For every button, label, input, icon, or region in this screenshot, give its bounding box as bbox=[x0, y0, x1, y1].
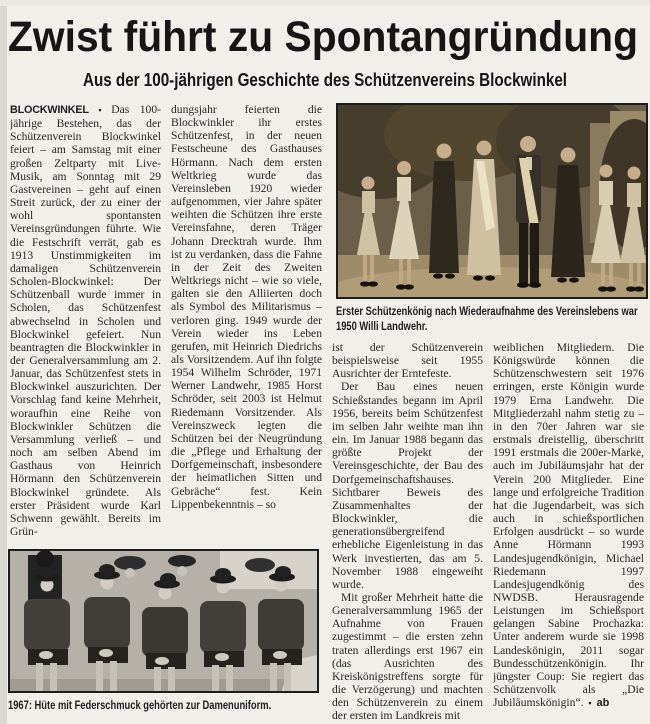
article-paragraph: ist der Schützenverein beispielsweise seit 1955 Ausrichter der Erntefeste. bbox=[332, 341, 483, 381]
article-paragraph: Der Bau eines neuen Schießstandes begann im April 1956, bereits beim Schützenfest im selben Jahr weihte man ihn ein. Im Januar 1988 begann das größte Projekt der Vereinsgeschichte, der Bau des Dorfgemeinschaftshauses. Sichtbarer Beweis des Zusammenhaltes der Blockwinkler, die generationsübergreifend erhebliche Eigenleistung in das Werk investierten, das am 5. November 1988 eingeweiht wurde. bbox=[332, 380, 483, 591]
author-byline: ab bbox=[596, 697, 610, 710]
top-photo-illustration bbox=[338, 105, 646, 297]
article-paragraph: dungsjahr feierten die Blockwinkler ihr erstes Schützenfest, in der neuen Festscheune des Gasthauses Hörmann. Nach dem ersten Weltkrieg wurde das Vereinsleben 1920 wieder aufgenommen, vier Jahre später weihten die Schützen ihre erste Vereinsfahne, deren Träger Johann Drecktrah wurde. Ihm ist zu verdanken, dass die Fahne in der Zeit des Zweiten Weltkriegs nicht – wie so viele, galten sie den Alliierten doch als Symbol des Militarismus – verloren ging. 1949 wurde der Verein wieder ins Leben gerufen, mit Heinrich Diedrichs als Vorsitzendem. Auf ihn folgte 1954 Wilhelm Schröder, 1971 Werner Landwehr, 1985 Horst Schröder, seit 2003 ist Helmut Riedemann Vorsitzender. Als Vereinszweck legten die Schützen bei der Neugründung die „Pflege und Erhaltung der Dorfgemeinschaft, insbesondere der heimatlichen Sitten und Gebräche“ fest. Kein Lippenbekenntnis – so bbox=[171, 103, 322, 511]
end-bullet: ▪ bbox=[588, 698, 592, 709]
headline-block bbox=[8, 10, 642, 62]
article-text-col1: Das 100-jährige Bestehen, das der Schützenverein Blockwinkel feiert – am Samstag mit einer großen Zeltparty mit Live-Musik, am Sonntag mit 29 Gastvereinen – geht auf einen Streit zurück, der zu einer der wohl spontansten Vereinsgründungen führte. Wie die Festschrift verrät, gab es 1913 Unstimmigkeiten im damaligen Schützenverein Scholen-Blockwinkel: Der Schützenball wurde immer in Scholen, das Schützenfest abwechselnd in Scholen und Blockwinkel gefeiert. Nun beantragten die Blockwinkler in der Generalversammlung am 2. Januar, das Schützenfest stets in Blockwinkel auszurichten. Der Vorschlag fand keine Mehrheit, woraufhin eine Reihe von Blockwinkler Schützen die Versammlung verließ – und noch am selben Abend im Gasthaus von Heinrich Hörmann den Schützenverein Blockwinkel gründete. Als erster Präsident wurde Karl Schwenn gewählt. Bereits im Grün- bbox=[10, 103, 161, 538]
article-paragraph bbox=[10, 103, 161, 538]
article-paragraph: Mit großer Mehrheit hatte die Generalversammlung 1965 der Aufnahme von Frauen zugestimmt – die ersten zehn traten allerdings erst 1967 ein (das Ausrichten des Kreiskönigstreffens sorgte für die Verzögerung) und machten den Schützenverein zu einem der ersten im Landkreis mit bbox=[332, 590, 483, 723]
scan-edge-left bbox=[0, 0, 7, 724]
bottom-photo-illustration bbox=[10, 551, 317, 691]
article-column-4 bbox=[493, 341, 644, 710]
article-paragraph bbox=[493, 341, 644, 710]
page-title: Zwist führt zu Spontangründung bbox=[8, 13, 638, 61]
article-column-3 bbox=[332, 341, 483, 723]
headline-svg bbox=[8, 10, 642, 62]
article-text-col4: weiblichen Mitgliedern. Die Königswürde können die Schützenschwestern seit 1976 erringen, erste Königin wurde 1979 Erna Landwehr. Die Mitgliederzahl nahm stetig zu – in den 70er Jahren war sie erstmals dreistellig, überschritt 1991 erstmals die 200er-Marke, auch im Jubiläumsjahr hat der Verein 200 Mitglieder. Eine lange und erfolgreiche Tradition hat die Jugendarbeit, was sich auch in schießsportlichen Erfolgen ausdrückt – so wurde Anne Hörmann 1993 Landesjugendkönigin, Michael Riedemann 1997 Landesjugendkönig des NWDSB. Herausragende Leistungen im Schießsport gelangen Sabine Prochazka: Unter anderem wurde sie 1998 Landeskönigin, 2011 sogar Bundesschützenkönigin. Ihr jüngster Coup: Sie regiert das Schützenvolk als „Die Jubiläumskönigin“. bbox=[493, 341, 644, 710]
article-column-2 bbox=[171, 103, 322, 511]
article-column-1 bbox=[10, 103, 161, 538]
dateline-bullet: ▪ bbox=[90, 105, 110, 115]
subheadline-svg bbox=[10, 64, 640, 94]
dateline: BLOCKWINKEL bbox=[10, 104, 89, 116]
photo-schuetzenkoenig-1950 bbox=[336, 103, 648, 299]
subheadline: Aus der 100-jährigen Geschichte des Schützenvereins Blockwinkel bbox=[83, 69, 567, 90]
scan-edge-top bbox=[0, 0, 650, 6]
subheadline-block bbox=[10, 64, 640, 94]
photo-damenuniform-1967 bbox=[8, 549, 319, 693]
photo-caption-top: Erster Schützenkönig nach Wiederaufnahme des Vereinslebens war 1950 Willi Landwehr. bbox=[336, 304, 638, 333]
photo-caption-bottom: 1967: Hüte mit Federschmuck gehörten zur Damenuniform. bbox=[8, 698, 272, 712]
